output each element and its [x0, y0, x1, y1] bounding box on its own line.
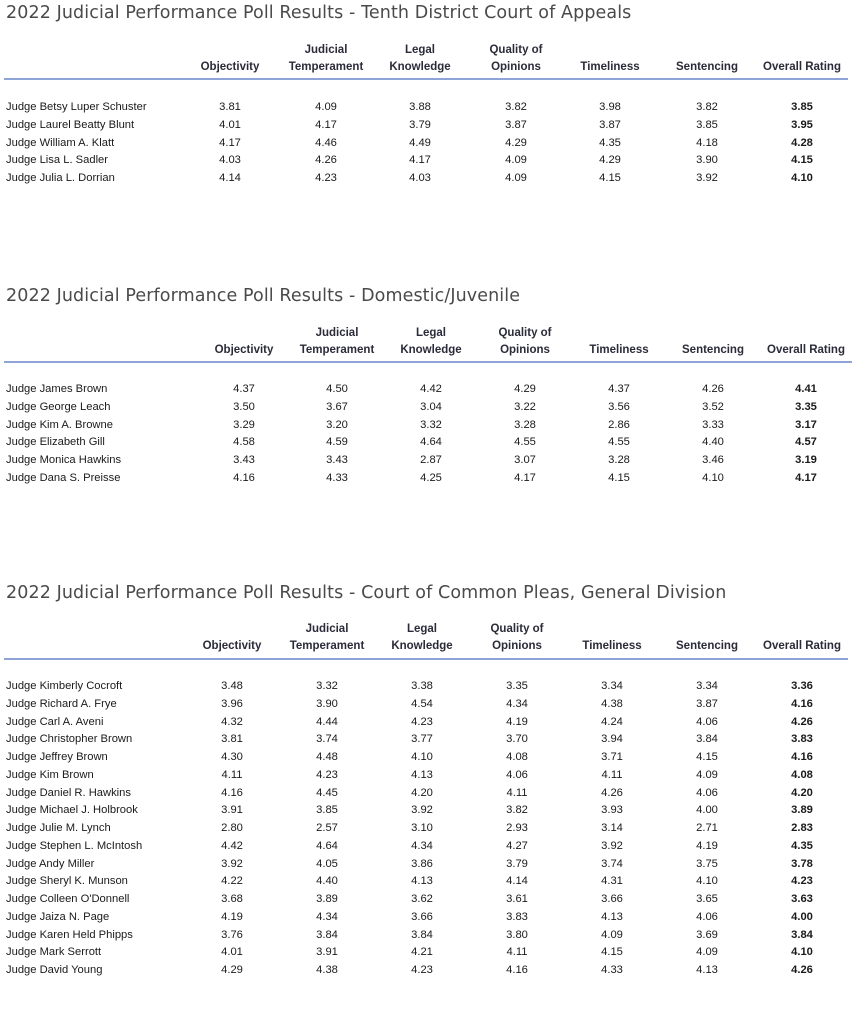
score-timeliness: 3.92: [601, 839, 623, 852]
score-knowledge: 3.62: [411, 893, 433, 905]
score-knowledge: 4.20: [411, 786, 433, 799]
score-knowledge: 4.10: [411, 751, 433, 763]
score-sentencing: 3.92: [696, 172, 718, 185]
score-opinions: 3.87: [505, 118, 527, 131]
score-knowledge: 3.32: [420, 418, 442, 431]
score-temperament: 3.32: [316, 680, 338, 692]
score-timeliness: 3.87: [599, 118, 621, 131]
score-objectivity: 3.68: [221, 893, 243, 905]
score-timeliness: 3.56: [608, 400, 630, 413]
judge-name: Judge Jaiza N. Page: [6, 910, 110, 923]
judge-name: Judge Daniel R. Hawkins: [6, 786, 131, 799]
score-temperament: 3.43: [326, 454, 348, 467]
score-opinions: 3.82: [506, 804, 528, 817]
score-overall: 3.63: [791, 893, 813, 905]
score-opinions: 4.17: [514, 472, 536, 484]
col-temperament: Judicial Temperament: [289, 623, 365, 652]
score-objectivity: 4.42: [221, 839, 243, 852]
score-timeliness: 4.35: [599, 136, 621, 149]
score-knowledge: 4.54: [411, 697, 433, 710]
score-knowledge: 3.86: [411, 857, 433, 870]
score-overall: 3.95: [791, 118, 813, 131]
header-divider: [4, 658, 848, 660]
col-overall: Overall Rating: [763, 640, 841, 652]
score-sentencing: 3.82: [696, 101, 718, 113]
score-knowledge: 4.64: [420, 436, 442, 449]
score-knowledge: 3.79: [409, 118, 431, 131]
score-timeliness: 3.14: [601, 822, 623, 834]
score-opinions: 3.70: [506, 733, 528, 746]
score-opinions: 3.80: [506, 928, 528, 941]
col-sentencing: Sentencing: [682, 344, 744, 356]
score-overall: 4.26: [791, 964, 813, 976]
score-knowledge: 4.49: [409, 136, 431, 149]
score-knowledge: 4.17: [409, 154, 431, 167]
score-overall: 3.17: [795, 418, 817, 431]
score-knowledge: 3.84: [411, 928, 433, 941]
score-objectivity: 4.30: [221, 751, 243, 763]
header-divider: [4, 361, 852, 363]
score-timeliness: 4.24: [601, 715, 623, 728]
score-opinions: 3.79: [506, 857, 528, 870]
judge-name: Judge David Young: [6, 964, 103, 976]
col-opinions: Quality of Opinions: [498, 327, 552, 356]
judge-name: Judge James Brown: [6, 383, 108, 395]
score-knowledge: 4.13: [411, 875, 433, 888]
judge-name: Judge Michael J. Holbrook: [6, 804, 138, 817]
judge-name: Judge Colleen O'Donnell: [6, 893, 130, 905]
score-temperament: 4.23: [316, 768, 338, 781]
score-timeliness: 4.09: [601, 928, 623, 941]
score-temperament: 3.89: [316, 893, 338, 905]
score-temperament: 4.46: [315, 136, 337, 149]
table-row: [0, 451, 858, 469]
score-sentencing: 4.26: [702, 383, 724, 395]
table-row: [0, 380, 858, 398]
score-objectivity: 4.17: [219, 136, 241, 149]
table-row: [0, 98, 858, 116]
judge-name: Judge Richard A. Frye: [6, 697, 117, 710]
col-sentencing: Sentencing: [676, 640, 738, 652]
score-opinions: 4.19: [506, 715, 528, 728]
table-row: [0, 890, 858, 908]
score-knowledge: 3.04: [420, 400, 442, 413]
score-objectivity: 4.03: [219, 154, 241, 167]
score-timeliness: 4.31: [601, 875, 623, 888]
col-timeliness: Timeliness: [589, 344, 649, 356]
score-temperament: 3.74: [316, 733, 338, 746]
score-temperament: 4.50: [326, 383, 348, 395]
score-sentencing: 3.87: [696, 697, 718, 710]
score-objectivity: 3.92: [221, 857, 243, 870]
score-overall: 4.10: [791, 172, 813, 185]
score-overall: 3.89: [791, 804, 813, 817]
score-knowledge: 4.34: [411, 839, 433, 852]
col-knowledge: Legal Knowledge: [391, 623, 453, 652]
score-overall: 3.78: [791, 857, 813, 870]
score-opinions: 4.09: [505, 172, 527, 185]
judge-name: Judge Jeffrey Brown: [6, 751, 108, 763]
score-timeliness: 4.55: [608, 436, 630, 449]
score-temperament: 3.20: [326, 418, 348, 431]
score-sentencing: 4.00: [696, 804, 718, 817]
score-knowledge: 3.92: [411, 804, 433, 817]
score-opinions: 4.08: [506, 751, 528, 763]
score-objectivity: 4.37: [233, 383, 255, 395]
score-objectivity: 4.11: [221, 768, 243, 781]
score-opinions: 4.29: [514, 383, 536, 395]
section-title: 2022 Judicial Performance Poll Results - Court of Common Pleas, General Division: [6, 583, 727, 603]
score-timeliness: 3.94: [601, 733, 623, 746]
judge-name: Judge Dana S. Preisse: [6, 472, 121, 484]
judge-name: Judge Monica Hawkins: [6, 454, 122, 467]
col-knowledge: Legal Knowledge: [400, 327, 462, 356]
score-timeliness: 3.93: [601, 804, 623, 817]
score-temperament: 4.59: [326, 436, 348, 449]
col-opinions: Quality of Opinions: [490, 623, 544, 652]
score-knowledge: 4.25: [420, 472, 442, 484]
score-timeliness: 4.37: [608, 383, 630, 395]
score-knowledge: 2.87: [420, 454, 442, 467]
score-timeliness: 4.11: [601, 768, 623, 781]
header-divider: [4, 78, 848, 80]
score-objectivity: 4.14: [219, 172, 241, 185]
score-temperament: 4.05: [316, 857, 338, 870]
score-opinions: 4.34: [506, 697, 528, 710]
score-timeliness: 3.98: [599, 101, 621, 113]
score-objectivity: 2.80: [221, 822, 243, 834]
score-timeliness: 3.74: [601, 857, 623, 870]
score-overall: 4.35: [791, 839, 813, 852]
score-opinions: 4.11: [506, 786, 528, 799]
score-knowledge: 4.03: [409, 172, 431, 185]
score-objectivity: 4.01: [221, 946, 243, 959]
col-overall: Overall Rating: [767, 344, 845, 356]
score-objectivity: 4.19: [221, 910, 243, 923]
judge-name: Judge Carl A. Aveni: [6, 715, 104, 728]
table-row: [0, 398, 858, 416]
score-sentencing: 3.90: [696, 154, 718, 167]
score-opinions: 4.11: [506, 946, 528, 959]
score-temperament: 4.44: [316, 715, 338, 728]
score-objectivity: 4.16: [221, 786, 243, 799]
col-opinions: Quality of Opinions: [489, 44, 543, 73]
score-sentencing: 4.10: [696, 875, 718, 888]
score-objectivity: 4.16: [233, 472, 255, 484]
score-timeliness: 3.71: [601, 751, 623, 763]
score-temperament: 3.91: [316, 946, 338, 959]
table-row: [0, 677, 858, 695]
score-overall: 4.16: [791, 697, 813, 710]
score-overall: 4.28: [791, 136, 813, 149]
score-temperament: 4.33: [326, 472, 348, 484]
judge-name: Judge Laurel Beatty Blunt: [6, 118, 135, 131]
table-row: [0, 784, 858, 802]
score-opinions: 3.82: [505, 101, 527, 113]
table-row: [0, 819, 858, 837]
score-objectivity: 3.43: [233, 454, 255, 467]
score-knowledge: 4.21: [411, 946, 433, 959]
table-row: [0, 908, 858, 926]
col-knowledge: Legal Knowledge: [389, 44, 451, 73]
score-temperament: 4.23: [315, 172, 337, 185]
col-objectivity: Objectivity: [214, 344, 274, 356]
table-row: [0, 151, 858, 169]
score-objectivity: 3.48: [221, 680, 243, 692]
score-timeliness: 3.28: [608, 454, 630, 467]
score-sentencing: 4.18: [696, 136, 718, 149]
score-objectivity: 3.50: [233, 400, 255, 413]
score-overall: 4.57: [795, 436, 817, 449]
score-objectivity: 3.76: [221, 928, 243, 941]
table-row: [0, 943, 858, 961]
col-overall: Overall Rating: [763, 61, 841, 73]
table-row: [0, 695, 858, 713]
score-overall: 3.84: [791, 928, 813, 941]
judge-name: Judge Karen Held Phipps: [6, 928, 133, 941]
score-overall: 3.36: [791, 680, 813, 692]
score-overall: 2.83: [791, 822, 813, 834]
score-overall: 4.08: [791, 768, 813, 781]
score-temperament: 4.48: [316, 751, 338, 763]
table-row: [0, 713, 858, 731]
judge-name: Judge Mark Serrott: [6, 946, 102, 959]
score-opinions: 4.16: [506, 964, 528, 976]
table-row: [0, 872, 858, 890]
judge-name: Judge Sheryl K. Munson: [6, 875, 128, 888]
score-temperament: 4.40: [316, 875, 338, 888]
score-overall: 4.15: [791, 154, 813, 167]
score-knowledge: 3.10: [411, 822, 433, 834]
score-temperament: 4.26: [315, 154, 337, 167]
judge-name: Judge George Leach: [6, 400, 111, 413]
score-objectivity: 4.22: [221, 875, 243, 888]
score-sentencing: 3.52: [702, 400, 724, 413]
score-temperament: 3.67: [326, 400, 348, 413]
score-timeliness: 3.66: [601, 893, 623, 905]
judge-name: Judge Kim Brown: [6, 768, 94, 781]
judge-name: Judge Kim A. Browne: [6, 418, 113, 431]
score-sentencing: 4.15: [696, 751, 718, 763]
score-sentencing: 4.06: [696, 786, 718, 799]
table-row: [0, 134, 858, 152]
score-opinions: 4.14: [506, 875, 528, 888]
score-opinions: 3.61: [506, 893, 528, 905]
table-row: [0, 169, 858, 187]
score-sentencing: 3.85: [696, 118, 718, 131]
judge-name: Judge Julie M. Lynch: [6, 822, 111, 834]
table-row: [0, 837, 858, 855]
column-header-row: [0, 42, 858, 76]
score-sentencing: 4.06: [696, 715, 718, 728]
table-row: [0, 469, 858, 487]
score-opinions: 4.55: [514, 436, 536, 449]
score-temperament: 3.90: [316, 697, 338, 710]
table-row: [0, 855, 858, 873]
score-overall: 3.35: [795, 400, 817, 413]
score-knowledge: 3.77: [411, 733, 433, 746]
score-temperament: 4.09: [315, 101, 337, 113]
judge-name: Judge Christopher Brown: [6, 733, 133, 746]
column-header-row: [0, 325, 858, 359]
score-temperament: 4.45: [316, 786, 338, 799]
score-opinions: 4.29: [505, 136, 527, 149]
score-sentencing: 4.19: [696, 839, 718, 852]
score-objectivity: 3.29: [233, 418, 255, 431]
score-timeliness: 4.38: [601, 697, 623, 710]
score-sentencing: 3.84: [696, 733, 718, 746]
judge-name: Judge Julia L. Dorrian: [6, 172, 115, 185]
score-sentencing: 3.75: [696, 857, 718, 870]
score-timeliness: 4.29: [599, 154, 621, 167]
table-row: [0, 730, 858, 748]
table-row: [0, 116, 858, 134]
col-timeliness: Timeliness: [580, 61, 640, 73]
judge-name: Judge Lisa L. Sadler: [6, 154, 108, 167]
score-sentencing: 4.06: [696, 910, 718, 923]
score-sentencing: 3.46: [702, 454, 724, 467]
score-timeliness: 4.33: [601, 964, 623, 976]
col-objectivity: Objectivity: [200, 61, 260, 73]
score-objectivity: 3.96: [221, 697, 243, 710]
score-overall: 4.10: [791, 946, 813, 959]
score-objectivity: 4.01: [219, 118, 241, 131]
judge-name: Judge Stephen L. McIntosh: [6, 839, 143, 852]
score-sentencing: 3.65: [696, 893, 718, 905]
score-temperament: 4.38: [316, 964, 338, 976]
judge-name: Judge Andy Miller: [6, 857, 95, 870]
score-overall: 4.26: [791, 715, 813, 728]
score-knowledge: 3.38: [411, 680, 433, 692]
score-temperament: 4.64: [316, 839, 338, 852]
score-sentencing: 3.34: [696, 680, 718, 692]
score-overall: 4.16: [791, 751, 813, 763]
score-knowledge: 3.66: [411, 910, 433, 923]
score-overall: 4.41: [795, 383, 817, 395]
table-row: [0, 766, 858, 784]
score-temperament: 3.85: [316, 804, 338, 817]
score-sentencing: 3.69: [696, 928, 718, 941]
table-row: [0, 433, 858, 451]
col-timeliness: Timeliness: [582, 640, 642, 652]
score-timeliness: 4.15: [601, 946, 623, 959]
score-timeliness: 4.13: [601, 910, 623, 923]
score-opinions: 3.83: [506, 910, 528, 923]
score-opinions: 3.28: [514, 418, 536, 431]
col-temperament: Judicial Temperament: [288, 44, 364, 73]
score-opinions: 3.07: [514, 454, 536, 467]
score-sentencing: 4.09: [696, 768, 718, 781]
table-row: [0, 801, 858, 819]
col-temperament: Judicial Temperament: [299, 327, 375, 356]
table-row: [0, 926, 858, 944]
judge-name: Judge Betsy Luper Schuster: [6, 101, 147, 113]
score-timeliness: 3.34: [601, 680, 623, 692]
score-opinions: 3.35: [506, 680, 528, 692]
score-overall: 4.23: [791, 875, 813, 888]
score-knowledge: 3.88: [409, 101, 431, 113]
score-objectivity: 4.32: [221, 715, 243, 728]
score-temperament: 4.17: [315, 118, 337, 131]
score-timeliness: 2.86: [608, 418, 630, 431]
score-overall: 4.00: [791, 910, 813, 923]
score-objectivity: 4.58: [233, 436, 255, 449]
judge-name: Judge Elizabeth Gill: [6, 436, 105, 449]
table-row: [0, 961, 858, 979]
score-objectivity: 3.91: [221, 804, 243, 817]
score-overall: 3.19: [795, 454, 817, 467]
col-objectivity: Objectivity: [202, 640, 262, 652]
table-row: [0, 416, 858, 434]
col-sentencing: Sentencing: [676, 61, 738, 73]
score-objectivity: 4.29: [221, 964, 243, 976]
section-title: 2022 Judicial Performance Poll Results - Domestic/Juvenile: [6, 286, 521, 306]
score-objectivity: 3.81: [219, 101, 241, 113]
column-header-row: [0, 621, 858, 655]
score-knowledge: 4.42: [420, 383, 442, 395]
score-overall: 3.85: [791, 101, 813, 113]
section-title: 2022 Judicial Performance Poll Results - Tenth District Court of Appeals: [6, 3, 632, 23]
score-opinions: 2.93: [506, 822, 528, 834]
score-sentencing: 3.33: [702, 418, 724, 431]
score-opinions: 4.09: [505, 154, 527, 167]
score-objectivity: 3.81: [221, 733, 243, 746]
score-sentencing: 2.71: [696, 822, 718, 834]
judge-name: Judge William A. Klatt: [6, 136, 115, 149]
score-temperament: 4.34: [316, 910, 338, 923]
table-row: [0, 748, 858, 766]
score-sentencing: 4.09: [696, 946, 718, 959]
score-sentencing: 4.13: [696, 964, 718, 976]
score-sentencing: 4.10: [702, 472, 724, 484]
score-opinions: 4.06: [506, 768, 528, 781]
score-overall: 4.20: [791, 786, 813, 799]
score-timeliness: 4.15: [608, 472, 630, 484]
score-timeliness: 4.15: [599, 172, 621, 185]
score-overall: 4.17: [795, 472, 817, 484]
score-sentencing: 4.40: [702, 436, 724, 449]
score-temperament: 3.84: [316, 928, 338, 941]
score-overall: 3.83: [791, 733, 813, 746]
score-knowledge: 4.23: [411, 715, 433, 728]
score-knowledge: 4.23: [411, 964, 433, 976]
score-temperament: 2.57: [316, 822, 338, 834]
score-opinions: 3.22: [514, 400, 536, 413]
score-opinions: 4.27: [506, 839, 528, 852]
score-knowledge: 4.13: [411, 768, 433, 781]
score-timeliness: 4.26: [601, 786, 623, 799]
judge-name: Judge Kimberly Cocroft: [6, 680, 123, 692]
